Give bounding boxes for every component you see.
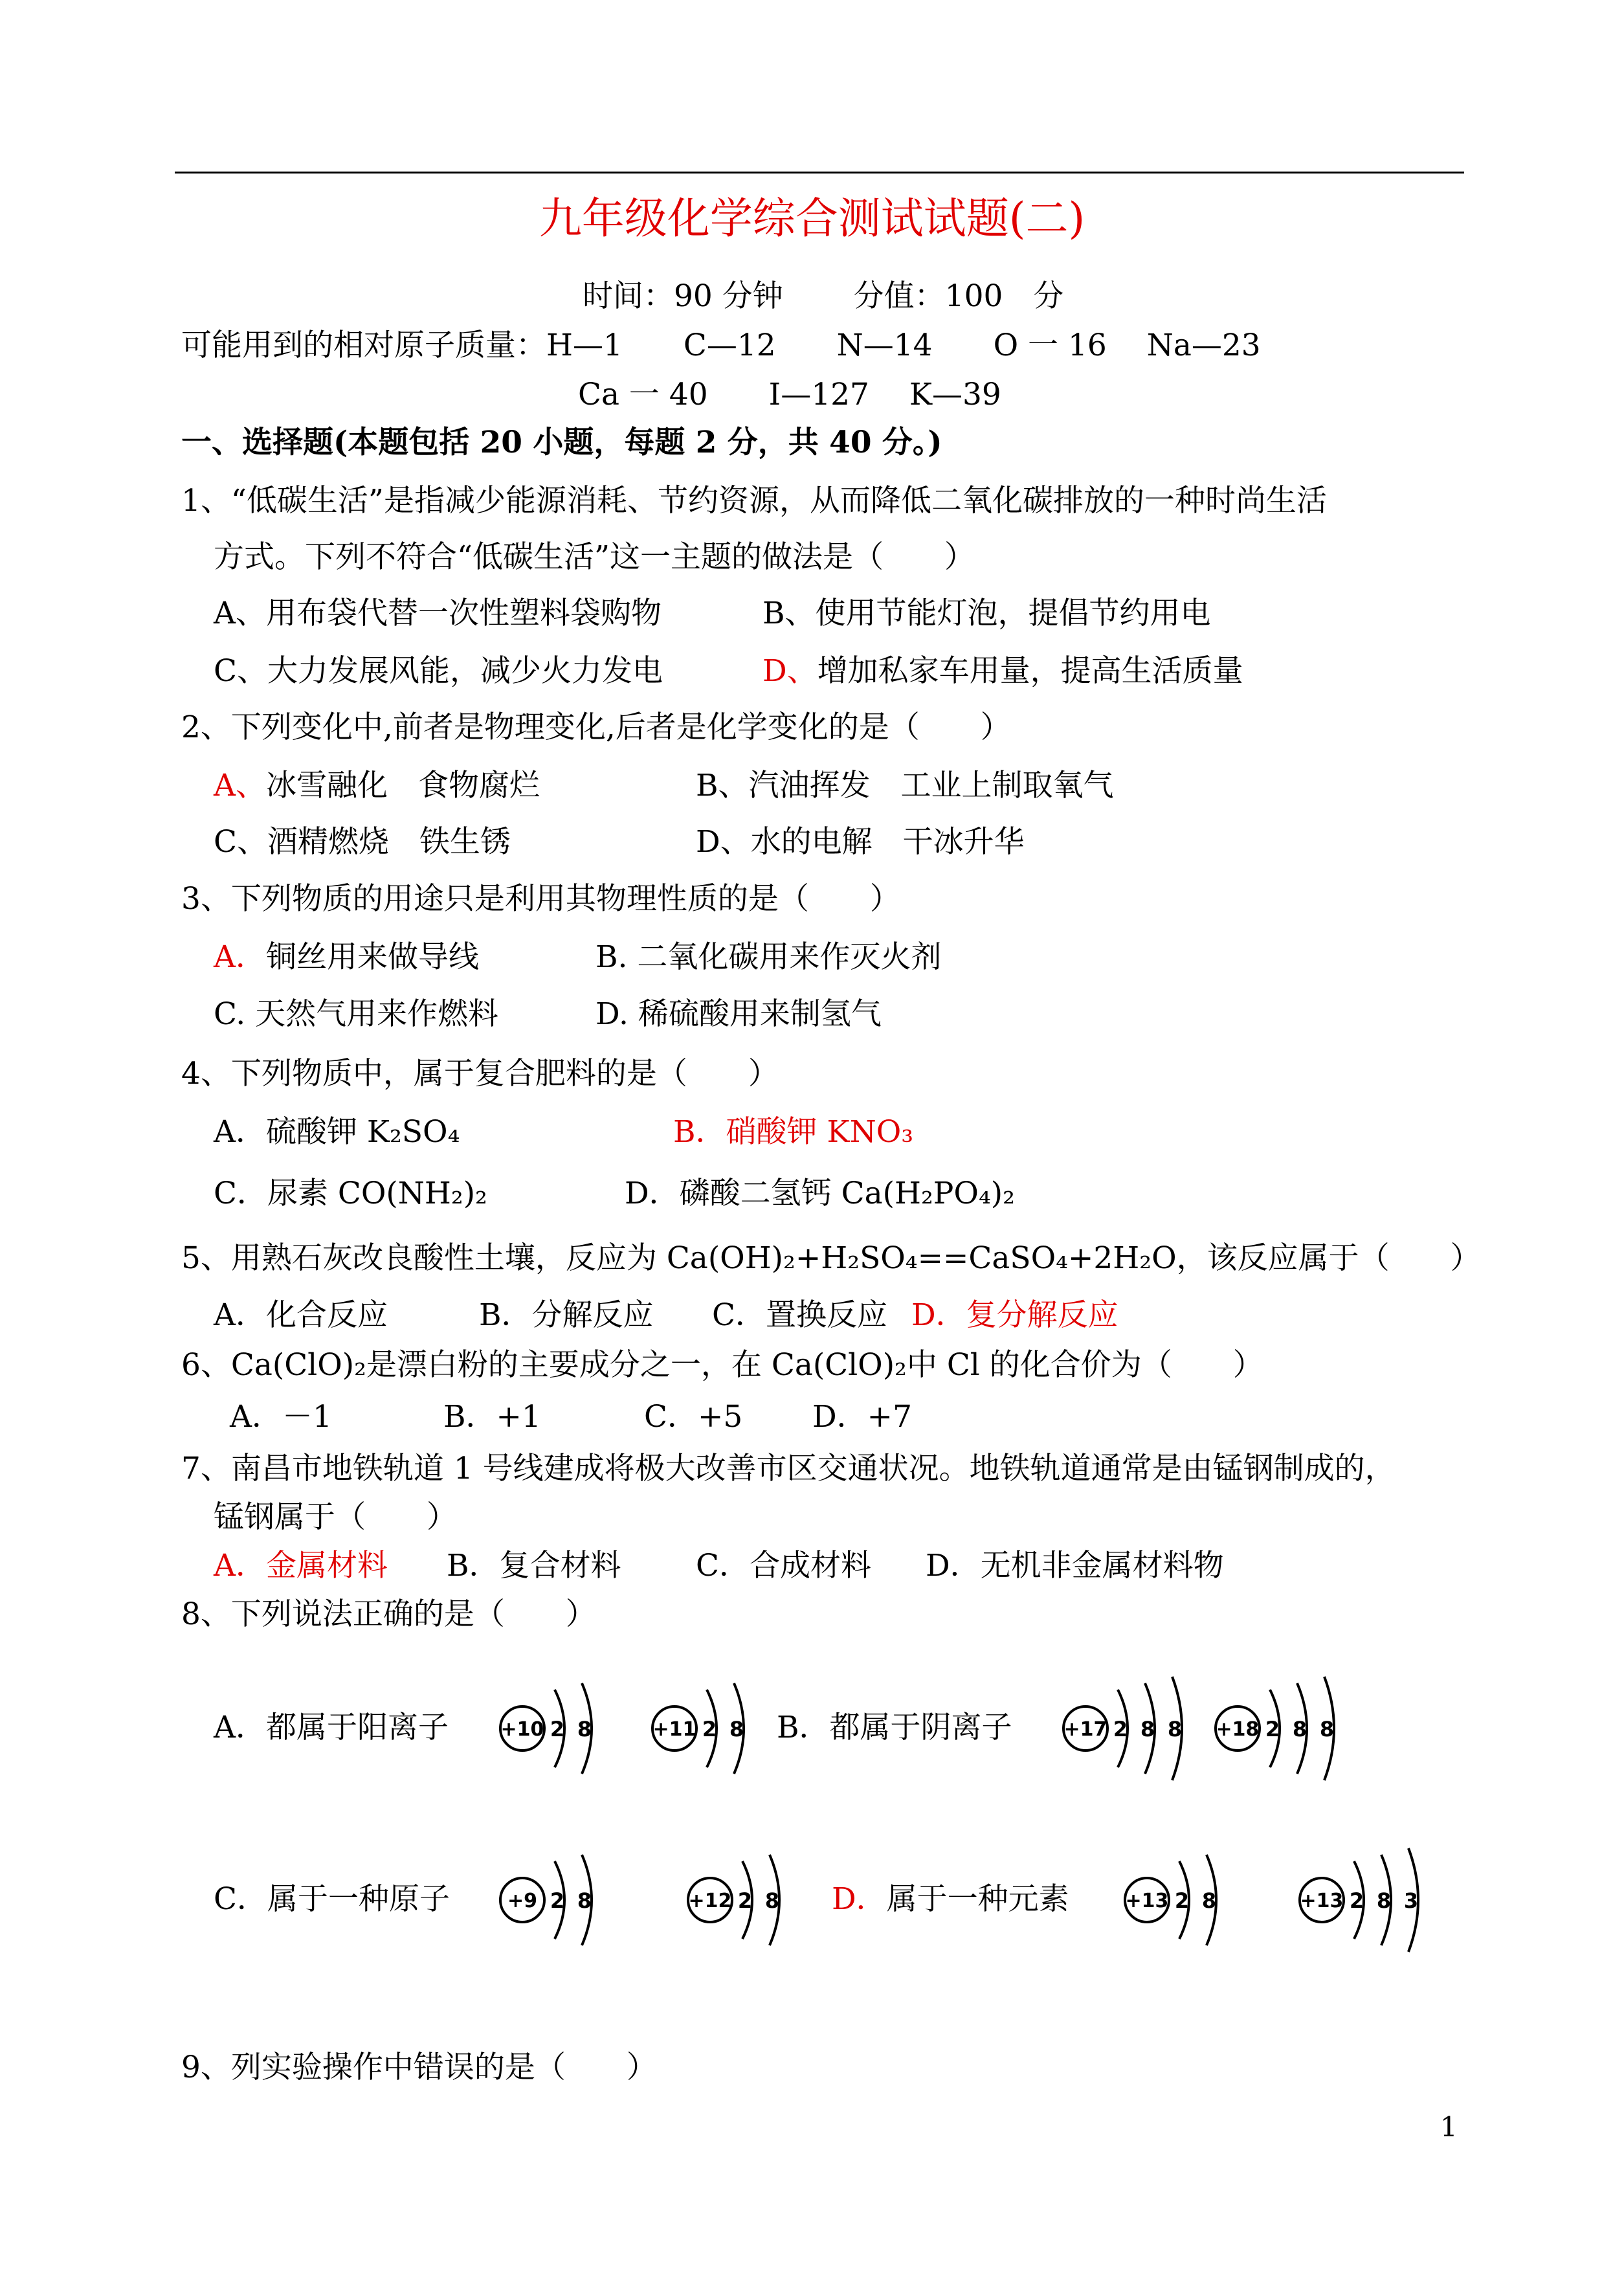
atom-structure-diagram (495, 1673, 621, 1784)
q4-formula-b: KNO₃ (827, 1114, 914, 1150)
shell-electron-count: 2 (1265, 1717, 1280, 1741)
atom-structure-diagram (683, 1845, 808, 1955)
q3-stem: 3、下列物质的用途只是利用其物理性质的是（ ） (181, 881, 900, 917)
q5-option-d: D．复分解反应 (911, 1297, 1118, 1333)
q2-answer-letter: A、 (214, 768, 266, 803)
nucleus-charge: +13 (1125, 1890, 1169, 1912)
shell-electron-count: 2 (1113, 1717, 1128, 1741)
shell-electron-count: 2 (1349, 1888, 1364, 1913)
q5-option-c: C．置换反应 (712, 1297, 887, 1333)
q4-formula-a: K₂SO₄ (366, 1114, 460, 1150)
q3-answer-letter: A． (214, 939, 266, 975)
q4-option-d: D．磷酸二氢钙 Ca(H₂PO₄)₂ (625, 1176, 1015, 1211)
q7-option-c: C．合成材料 (696, 1548, 871, 1583)
q3-option-c: C. 天然气用来作燃料 (214, 996, 499, 1032)
q4-stem: 4、下列物质中，属于复合肥料的是（ ） (181, 1056, 779, 1091)
q2-option-c: C、酒精燃烧 铁生锈 (214, 824, 511, 860)
q1-option-b: B、使用节能灯泡，提倡节约用电 (762, 596, 1211, 631)
q2-stem: 2、下列变化中,前者是物理变化,后者是化学变化的是（ ） (181, 710, 1011, 745)
time-info: 时间：90 分钟 分值：100 分 (583, 278, 1064, 314)
shell-electron-count: 8 (1319, 1717, 1335, 1741)
shell-electron-count: 8 (1201, 1888, 1217, 1913)
page-number: 1 (1440, 2111, 1458, 2143)
q1-option-a: A、用布袋代替一次性塑料袋购物 (214, 596, 662, 631)
q4-option-c: C．尿素 CO(NH₂)₂ (214, 1176, 487, 1211)
q4-option-a: A．硫酸钾 K₂SO₄ (214, 1114, 460, 1150)
q8-option-c: C．属于一种原子 (214, 1881, 450, 1917)
atom-structure-diagram (1058, 1673, 1211, 1784)
nucleus-charge: +11 (652, 1718, 696, 1741)
q8-stem: 8、下列说法正确的是（ ） (181, 1596, 596, 1632)
q3-option-a: A．铜丝用来做导线 (214, 939, 479, 975)
shell-electron-count: 2 (737, 1888, 753, 1913)
q5-option-b: B．分解反应 (479, 1297, 654, 1333)
nucleus-charge: +12 (688, 1890, 732, 1912)
q6-stem: 6、Ca(ClO)₂是漂白粉的主要成分之一，在 Ca(ClO)₂中 Cl 的化合价为（ ） (181, 1347, 1263, 1383)
q4-formula-c: CO(NH₂)₂ (337, 1176, 487, 1211)
q6-option-c: C．+5 (644, 1399, 743, 1435)
shell-electron-count: 2 (550, 1888, 565, 1913)
shell-electron-count: 8 (729, 1717, 744, 1741)
q8-option-b: B．都属于阴离子 (777, 1710, 1012, 1745)
q8-option-d: D．属于一种元素 (832, 1881, 1069, 1917)
q7-option-a: A．金属材料 (214, 1548, 388, 1583)
q3-option-b: B. 二氧化碳用来作灭火剂 (595, 939, 942, 975)
q7-option-d: D．无机非金属材料物 (926, 1548, 1224, 1583)
shell-electron-count: 3 (1403, 1888, 1419, 1913)
q8-answer-letter: D． (832, 1881, 887, 1917)
q5-stem: 5、用熟石灰改良酸性土壤，反应为 Ca(OH)₂+H₂SO₄==CaSO₄+2H₂O，该反应属于（ ） (181, 1240, 1481, 1276)
q1-option-d: D、增加私家车用量，提高生活质量 (762, 653, 1243, 689)
q4-formula-d: Ca(H₂PO₄)₂ (841, 1176, 1015, 1211)
atom-structure-diagram (647, 1673, 773, 1784)
atom-structure-diagram (1210, 1673, 1363, 1784)
shell-electron-count: 8 (1167, 1717, 1183, 1741)
q3-option-d: D. 稀硫酸用来制氢气 (595, 996, 882, 1032)
atom-structure-diagram (1295, 1845, 1447, 1955)
top-rule (175, 172, 1464, 173)
q2-option-a: A、冰雪融化 食物腐烂 (214, 768, 540, 803)
page-title: 九年级化学综合测试试题(二) (539, 194, 1085, 243)
q5-option-a: A．化合反应 (214, 1297, 388, 1333)
shell-electron-count: 8 (1140, 1717, 1155, 1741)
nucleus-charge: +17 (1063, 1718, 1107, 1741)
nucleus-charge: +9 (507, 1890, 538, 1912)
q6-option-d: D．+7 (812, 1399, 912, 1435)
q7-option-b: B．复合材料 (447, 1548, 621, 1583)
q6-option-a: A．－1 (230, 1399, 332, 1435)
nucleus-charge: +13 (1300, 1890, 1344, 1912)
atom-structure-diagram (495, 1845, 621, 1955)
q2-option-d: D、水的电解 干冰升华 (696, 824, 1025, 860)
shell-electron-count: 2 (550, 1717, 565, 1741)
shell-electron-count: 8 (1376, 1888, 1392, 1913)
q2-option-b: B、汽油挥发 工业上制取氧气 (696, 768, 1114, 803)
nucleus-charge: +10 (500, 1718, 544, 1741)
section-heading: 一、选择题(本题包括 20 小题，每题 2 分，共 40 分。) (181, 425, 942, 460)
q7-stem-line1: 7、南昌市地铁轨道 1 号线建成将极大改善市区交通状况。地铁轨道通常是由锰钢制成的， (181, 1451, 1396, 1486)
q1-stem-line2: 方式。下列不符合“低碳生活”这一主题的做法是（ ） (214, 539, 975, 575)
q1-option-c: C、大力发展风能，减少火力发电 (214, 653, 663, 689)
q1-answer-letter: D、 (762, 653, 818, 689)
shell-electron-count: 2 (702, 1717, 717, 1741)
shell-electron-count: 2 (1174, 1888, 1190, 1913)
q8-option-a: A．都属于阳离子 (214, 1710, 449, 1745)
q7-stem-line2: 锰钢属于（ ） (214, 1499, 457, 1535)
shell-electron-count: 8 (1292, 1717, 1307, 1741)
nucleus-charge: +18 (1216, 1718, 1260, 1741)
atomic-masses-line1: 可能用到的相对原子质量：H—1 C—12 N—14 O 一 16 Na—23 (181, 328, 1261, 363)
q1-stem-line1: 1、“低碳生活”是指减少能源消耗、节约资源，从而降低二氧化碳排放的一种时尚生活 (181, 483, 1327, 519)
shell-electron-count: 8 (764, 1888, 780, 1913)
shell-electron-count: 8 (577, 1888, 592, 1913)
shell-electron-count: 8 (577, 1717, 592, 1741)
atomic-masses-line2: Ca 一 40 I—127 K—39 (578, 377, 1001, 412)
q4-option-b: B．硝酸钾 KNO₃ (673, 1114, 914, 1150)
atom-structure-diagram (1120, 1845, 1245, 1955)
q9-stem: 9、列实验操作中错误的是（ ） (181, 2050, 657, 2085)
q6-option-b: B．+1 (443, 1399, 541, 1435)
